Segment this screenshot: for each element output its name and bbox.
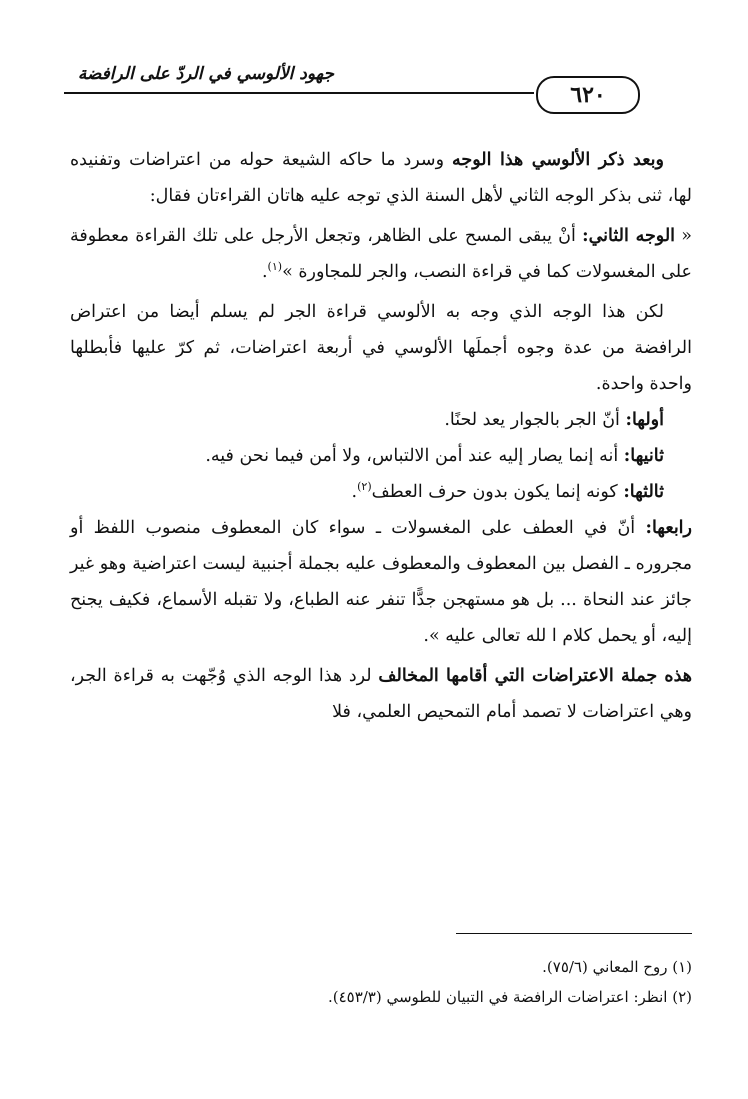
intro-text: وسرد ما حاكه الشيعة حوله من اعتراضات وتفنيده لها، ثنى بذكر الوجه الثاني لأهل السنة الذي توجه عليه هاتان القراءتان فقال:: [70, 150, 692, 206]
objection-4-text: أنّ في العطف على المغسولات ـ سواء كان المعطوف منصوب اللفظ أو مجروره ـ الفصل بين المعطوف والمعطوف عليه بجملة أجنبية ليست اعتراضية وهو غير جائز عند النحاة ... بل هو مستهجن جدًّا تنفر عنه الطباع، ولا تقبله الأسماع، فكيف يجنح إليه، أو يحمل كلام ا لله تعالى عليه ».: [70, 518, 692, 646]
body-text: [70, 142, 692, 730]
objection-3-label: ثالثها:: [623, 482, 664, 502]
objection-4: [70, 510, 692, 654]
objection-3-end: .: [351, 482, 358, 502]
quote-open: «: [675, 226, 692, 246]
objection-2-text: أنه إنما يصار إليه عند أمن الالتباس، ولا أمن فيما نحن فيه.: [205, 446, 624, 466]
page-number: ٦٢٠: [536, 76, 640, 114]
objection-4-label: رابعها:: [645, 518, 692, 538]
conclusion-text: لرد هذا الوجه الذي وُجّهت به قراءة الجر، وهي اعتراضات لا تصمد أمام التمحيص العلمي، فلا: [70, 666, 692, 722]
quote-label: الوجه الثاني:: [582, 226, 676, 246]
objection-3-text: كونه إنما يكون بدون حرف العطف: [371, 482, 624, 502]
objection-3: [70, 474, 692, 510]
footnote-ref-1: (١): [267, 260, 283, 274]
objection-2-label: ثانيها:: [623, 446, 664, 466]
objection-1-label: أولها:: [625, 410, 664, 430]
objection-1: [70, 402, 692, 438]
paragraph-intro: [70, 142, 692, 214]
objection-2: [70, 438, 692, 474]
header-rule: [64, 92, 534, 94]
page-header: [64, 58, 694, 128]
objection-1-text: أنّ الجر بالجوار يعد لحنًا.: [444, 410, 626, 430]
conclusion-bold: هذه جملة الاعتراضات التي أقامها المخالف: [378, 666, 692, 686]
footnote-ref-2: (٢): [357, 480, 372, 494]
quotation: [70, 218, 692, 290]
quote-end: .: [261, 262, 268, 282]
footnotes: [70, 952, 692, 1012]
quote-text: أنْ يبقى المسح على الظاهر، وتجعل الأرجل على تلك القراءة معطوفة على المغسولات كما في قراءة النصب، والجر للمجاورة »: [70, 226, 692, 282]
footnote-rule: [456, 933, 692, 934]
intro-bold: وبعد ذكر الألوسي هذا الوجه: [452, 150, 664, 170]
running-title: جهود الألوسي في الردّ على الرافضة: [77, 64, 334, 84]
paragraph-objections: لكن هذا الوجه الذي وجه به الألوسي قراءة الجر لم يسلم أيضا من اعتراض الرافضة من عدة وجوه أجملَها الألوسي في أربعة اعتراضات، ثم كرّ عليها فأبطلها واحدة واحدة.: [70, 302, 692, 394]
footnote-2: (٢) انظر: اعتراضات الرافضة في التبيان للطوسي (٤٥٣/٣).: [327, 988, 692, 1006]
footnote-1: (١) روح المعاني (٧٥/٦).: [542, 958, 692, 976]
paragraph-conclusion: [70, 658, 692, 730]
